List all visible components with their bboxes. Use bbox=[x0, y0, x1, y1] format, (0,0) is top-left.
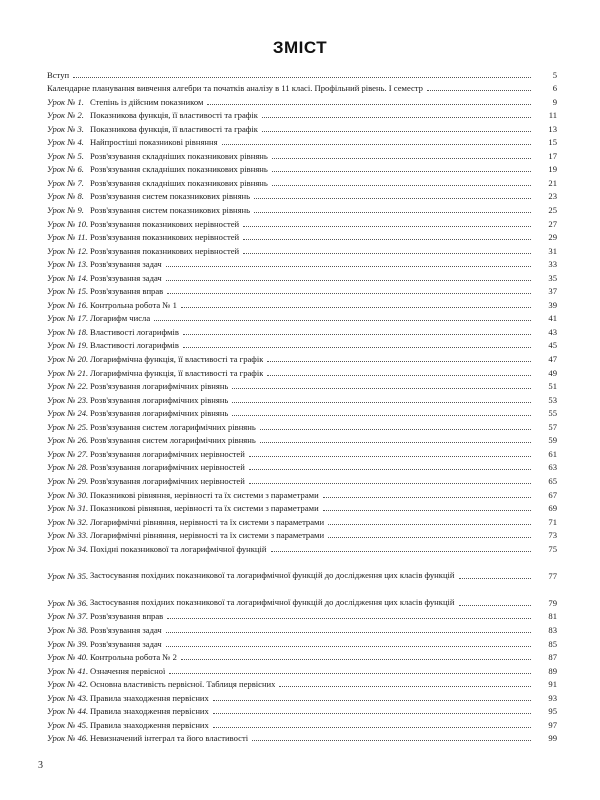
lesson-number: Урок № 43. bbox=[47, 692, 89, 703]
dot-leader bbox=[328, 523, 531, 525]
entry-title: Показникова функція, її властивості та графік bbox=[90, 110, 258, 121]
toc-lesson-entry[interactable] bbox=[47, 418, 557, 432]
dot-leader bbox=[249, 468, 531, 470]
entry-title: Основна властивість первісної. Таблиця первісних bbox=[90, 679, 276, 690]
dot-leader bbox=[328, 536, 531, 538]
lesson-number: Урок № 5. bbox=[47, 150, 84, 161]
lesson-number: Урок № 41. bbox=[47, 665, 89, 676]
entry-title: Невизначений інтеграл та його властивості bbox=[90, 733, 249, 744]
dot-leader bbox=[459, 577, 531, 579]
entry-title: Показникова функція, її властивості та графік bbox=[90, 123, 258, 134]
entry-title: Контрольна робота № 1 bbox=[90, 299, 177, 310]
dot-leader bbox=[222, 143, 531, 145]
toc-lesson-entry[interactable] bbox=[47, 93, 557, 107]
lesson-number: Урок № 33. bbox=[47, 530, 89, 541]
toc-lesson-entry[interactable] bbox=[47, 662, 557, 676]
lesson-number: Урок № 21. bbox=[47, 367, 89, 378]
dot-leader bbox=[232, 414, 531, 416]
toc-lesson-entry[interactable] bbox=[47, 120, 557, 134]
entry-title: Розв'язування показникових нерівностей bbox=[90, 232, 240, 243]
dot-leader bbox=[323, 509, 531, 511]
entry-page-number: 69 bbox=[548, 503, 557, 514]
entry-page-number: 43 bbox=[548, 326, 557, 337]
entry-page-number: 65 bbox=[548, 475, 557, 486]
dot-leader bbox=[262, 116, 531, 118]
toc-lesson-entry[interactable] bbox=[47, 445, 557, 459]
toc-lesson-entry[interactable] bbox=[47, 676, 557, 690]
entry-title: Найпростіші показникові рівняння bbox=[90, 137, 218, 148]
lesson-number: Урок № 1. bbox=[47, 96, 84, 107]
entry-page-number: 99 bbox=[548, 733, 557, 744]
toc-lesson-entry[interactable] bbox=[47, 107, 557, 121]
toc-lesson-entry[interactable] bbox=[47, 432, 557, 446]
dot-leader bbox=[181, 306, 531, 308]
lesson-number: Урок № 18. bbox=[47, 326, 89, 337]
dot-leader bbox=[207, 103, 531, 105]
dot-leader bbox=[183, 346, 531, 348]
lesson-number: Урок № 37. bbox=[47, 611, 89, 622]
lesson-number: Урок № 38. bbox=[47, 624, 89, 635]
dot-leader bbox=[323, 496, 531, 498]
toc-lesson-entry[interactable] bbox=[47, 540, 557, 554]
entry-page-number: 11 bbox=[548, 110, 557, 121]
page-number: 3 bbox=[38, 760, 43, 771]
toc-lesson-entry[interactable] bbox=[47, 486, 557, 500]
dot-leader bbox=[166, 645, 531, 647]
lesson-number: Урок № 19. bbox=[47, 340, 89, 351]
entry-page-number: 61 bbox=[548, 448, 557, 459]
entry-title: Розв'язування складніших показникових рівнянь bbox=[90, 164, 268, 175]
dot-leader bbox=[73, 76, 531, 78]
entry-page-number: 37 bbox=[548, 286, 557, 297]
dot-leader bbox=[272, 184, 531, 186]
entry-title: Розв'язування логарифмічних нерівностей bbox=[90, 475, 245, 486]
toc-lesson-entry[interactable] bbox=[47, 161, 557, 175]
toc-lesson-entry[interactable] bbox=[47, 608, 557, 622]
entry-title: Логарифмічні рівняння, нерівності та їх системи з параметрами bbox=[90, 530, 325, 541]
entry-title: Календарне планування вивчення алгебри та початків аналізу в 11 класі. Профільний рівень. І семестр bbox=[47, 83, 423, 94]
entry-title: Правила знаходження первісних bbox=[90, 706, 209, 717]
entry-page-number: 91 bbox=[548, 679, 557, 690]
entry-page-number: 33 bbox=[548, 259, 557, 270]
dot-leader bbox=[232, 401, 531, 403]
lesson-number: Урок № 16. bbox=[47, 299, 89, 310]
entry-page-number: 25 bbox=[548, 205, 557, 216]
toc-lesson-entry[interactable] bbox=[47, 527, 557, 541]
toc-lesson-entry[interactable] bbox=[47, 621, 557, 635]
entry-title: Розв'язування задач bbox=[90, 259, 162, 270]
entry-page-number: 71 bbox=[548, 516, 557, 527]
entry-title: Розв'язування логарифмічних нерівностей bbox=[90, 448, 245, 459]
entry-page-number: 19 bbox=[548, 164, 557, 175]
dot-leader bbox=[267, 374, 531, 376]
lesson-number: Урок № 17. bbox=[47, 313, 89, 324]
entry-page-number: 53 bbox=[548, 394, 557, 405]
entry-page-number: 47 bbox=[548, 354, 557, 365]
lesson-number: Урок № 20. bbox=[47, 354, 89, 365]
toc-lesson-entry[interactable] bbox=[47, 716, 557, 730]
entry-title: Логарифмічна функція, її властивості та графік bbox=[90, 367, 264, 378]
entry-page-number: 73 bbox=[548, 530, 557, 541]
entry-page-number: 57 bbox=[548, 421, 557, 432]
lesson-number: Урок № 4. bbox=[47, 137, 84, 148]
entry-title: Застосування похідних показникової та логарифмічної функцій до дослідження цих класів функцій bbox=[90, 596, 455, 607]
entry-title: Розв'язування логарифмічних нерівностей bbox=[90, 462, 245, 473]
lesson-number: Урок № 25. bbox=[47, 421, 89, 432]
lesson-number: Урок № 14. bbox=[47, 272, 89, 283]
lesson-number: Урок № 10. bbox=[47, 218, 89, 229]
lesson-number: Урок № 9. bbox=[47, 205, 84, 216]
dot-leader bbox=[154, 319, 531, 321]
toc-lesson-entry[interactable] bbox=[47, 730, 557, 744]
dot-leader bbox=[271, 550, 532, 552]
dot-leader bbox=[427, 89, 531, 91]
entry-title: Розв'язування показникових нерівностей bbox=[90, 245, 240, 256]
toc-lesson-entry[interactable] bbox=[47, 283, 557, 297]
entry-title: Логарифмічні рівняння, нерівності та їх системи з параметрами bbox=[90, 516, 325, 527]
entry-page-number: 35 bbox=[548, 272, 557, 283]
entry-title: Розв'язування задач bbox=[90, 624, 162, 635]
entry-title: Правила знаходження первісних bbox=[90, 719, 209, 730]
toc-lesson-entry[interactable] bbox=[47, 378, 557, 392]
lesson-number: Урок № 45. bbox=[47, 719, 89, 730]
lesson-number: Урок № 11. bbox=[47, 232, 88, 243]
entry-page-number: 75 bbox=[548, 543, 557, 554]
entry-title: Застосування похідних показникової та логарифмічної функцій до дослідження цих класів функцій bbox=[90, 569, 455, 580]
dot-leader bbox=[262, 130, 531, 132]
entry-page-number: 45 bbox=[548, 340, 557, 351]
lesson-number: Урок № 7. bbox=[47, 177, 84, 188]
toc-lesson-entry[interactable] bbox=[47, 581, 557, 608]
entry-page-number: 83 bbox=[548, 624, 557, 635]
toc-lesson-entry[interactable] bbox=[47, 147, 557, 161]
entry-title: Розв'язування логарифмічних рівнянь bbox=[90, 381, 229, 392]
entry-title: Розв'язування логарифмічних рівнянь bbox=[90, 408, 229, 419]
entry-title: Розв'язування систем показникових рівнянь bbox=[90, 191, 251, 202]
dot-leader bbox=[279, 685, 531, 687]
entry-title: Розв'язування вправ bbox=[90, 286, 164, 297]
entry-title: Розв'язування задач bbox=[90, 638, 162, 649]
dot-leader bbox=[166, 265, 531, 267]
lesson-number: Урок № 27. bbox=[47, 448, 89, 459]
lesson-number: Урок № 6. bbox=[47, 164, 84, 175]
toc-lesson-entry[interactable] bbox=[47, 215, 557, 229]
toc-lesson-entry[interactable] bbox=[47, 296, 557, 310]
lesson-number: Урок № 42. bbox=[47, 679, 89, 690]
entry-page-number: 93 bbox=[548, 692, 557, 703]
entry-page-number: 59 bbox=[548, 435, 557, 446]
entry-title: Показникові рівняння, нерівності та їх системи з параметрами bbox=[90, 503, 319, 514]
toc-lesson-entry[interactable] bbox=[47, 391, 557, 405]
dot-leader bbox=[213, 726, 531, 728]
entry-page-number: 79 bbox=[548, 597, 557, 608]
dot-leader bbox=[232, 387, 531, 389]
toc-lesson-entry[interactable] bbox=[47, 229, 557, 243]
lesson-number: Урок № 30. bbox=[47, 489, 89, 500]
toc-lesson-entry[interactable] bbox=[47, 649, 557, 663]
dot-leader bbox=[254, 211, 531, 213]
toc-lesson-entry[interactable] bbox=[47, 500, 557, 514]
dot-leader bbox=[459, 604, 531, 606]
toc-lesson-entry[interactable] bbox=[47, 364, 557, 378]
lesson-number: Урок № 44. bbox=[47, 706, 89, 717]
lesson-number: Урок № 15. bbox=[47, 286, 89, 297]
dot-leader bbox=[272, 157, 531, 159]
entry-title: Властивості логарифмів bbox=[90, 340, 179, 351]
toc-lesson-entry[interactable] bbox=[47, 405, 557, 419]
entry-title: Розв'язування систем показникових рівнянь bbox=[90, 205, 251, 216]
dot-leader bbox=[260, 428, 531, 430]
entry-page-number: 29 bbox=[548, 232, 557, 243]
dot-leader bbox=[254, 197, 531, 199]
lesson-number: Урок № 29. bbox=[47, 475, 89, 486]
toc-lesson-entry[interactable] bbox=[47, 269, 557, 283]
lesson-number: Урок № 22. bbox=[47, 381, 89, 392]
entry-title: Контрольна робота № 2 bbox=[90, 652, 177, 663]
lesson-number: Урок № 31. bbox=[47, 503, 89, 514]
dot-leader bbox=[169, 672, 531, 674]
dot-leader bbox=[260, 441, 531, 443]
lesson-number: Урок № 35. bbox=[47, 570, 89, 581]
lesson-number: Урок № 2. bbox=[47, 110, 84, 121]
dot-leader bbox=[272, 170, 531, 172]
toc-lesson-entry[interactable] bbox=[47, 689, 557, 703]
entry-page-number: 21 bbox=[548, 177, 557, 188]
toc-intro-entry[interactable] bbox=[47, 66, 557, 80]
entry-title: Розв'язування показникових нерівностей bbox=[90, 218, 240, 229]
dot-leader bbox=[243, 238, 531, 240]
toc-lesson-entry[interactable] bbox=[47, 323, 557, 337]
lesson-number: Урок № 39. bbox=[47, 638, 89, 649]
toc-lesson-entry[interactable] bbox=[47, 310, 557, 324]
entry-page-number: 27 bbox=[548, 218, 557, 229]
entry-page-number: 77 bbox=[548, 570, 557, 581]
entry-page-number: 89 bbox=[548, 665, 557, 676]
lesson-number: Урок № 12. bbox=[47, 245, 89, 256]
toc-lesson-entry[interactable] bbox=[47, 472, 557, 486]
entry-page-number: 23 bbox=[548, 191, 557, 202]
entry-page-number: 97 bbox=[548, 719, 557, 730]
lesson-number: Урок № 24. bbox=[47, 408, 89, 419]
toc-lesson-entry[interactable] bbox=[47, 703, 557, 717]
entry-page-number: 87 bbox=[548, 652, 557, 663]
entry-title: Логарифмічна функція, її властивості та графік bbox=[90, 354, 264, 365]
entry-page-number: 39 bbox=[548, 299, 557, 310]
lesson-number: Урок № 23. bbox=[47, 394, 89, 405]
entry-title: Степінь із дійсним показником bbox=[90, 96, 204, 107]
lesson-number: Урок № 8. bbox=[47, 191, 84, 202]
entry-title: Розв'язування складніших показникових рівнянь bbox=[90, 150, 268, 161]
lesson-number: Урок № 32. bbox=[47, 516, 89, 527]
dot-leader bbox=[167, 617, 531, 619]
entry-title: Логарифм числа bbox=[90, 313, 151, 324]
entry-page-number: 95 bbox=[548, 706, 557, 717]
lesson-number: Урок № 13. bbox=[47, 259, 89, 270]
lesson-number: Урок № 28. bbox=[47, 462, 89, 473]
entry-page-number: 31 bbox=[548, 245, 557, 256]
toc-lesson-entry[interactable] bbox=[47, 513, 557, 527]
dot-leader bbox=[249, 455, 531, 457]
lesson-number: Урок № 3. bbox=[47, 123, 84, 134]
lesson-number: Урок № 34. bbox=[47, 543, 89, 554]
entry-title: Розв'язування вправ bbox=[90, 611, 164, 622]
dot-leader bbox=[243, 225, 531, 227]
entry-page-number: 15 bbox=[548, 137, 557, 148]
toc-lesson-entry[interactable] bbox=[47, 134, 557, 148]
lesson-number: Урок № 36. bbox=[47, 597, 89, 608]
entry-page-number: 9 bbox=[552, 96, 557, 107]
entry-page-number: 51 bbox=[548, 381, 557, 392]
lesson-number: Урок № 40. bbox=[47, 652, 89, 663]
page-title: ЗМІСТ bbox=[272, 38, 328, 57]
dot-leader bbox=[252, 739, 531, 741]
entry-page-number: 67 bbox=[548, 489, 557, 500]
entry-title: Розв'язування систем логарифмічних рівнянь bbox=[90, 435, 256, 446]
dot-leader bbox=[183, 333, 531, 335]
toc-intro-entry[interactable] bbox=[47, 80, 557, 94]
entry-page-number: 13 bbox=[548, 123, 557, 134]
entry-page-number: 41 bbox=[548, 313, 557, 324]
entry-page-number: 5 bbox=[552, 69, 557, 80]
toc-lesson-entry[interactable] bbox=[47, 242, 557, 256]
entry-title: Розв'язування логарифмічних рівнянь bbox=[90, 394, 229, 405]
entry-title: Означення первісної bbox=[90, 665, 166, 676]
entry-page-number: 17 bbox=[548, 150, 557, 161]
entry-page-number: 81 bbox=[548, 611, 557, 622]
toc-lesson-entry[interactable] bbox=[47, 337, 557, 351]
entry-page-number: 55 bbox=[548, 408, 557, 419]
toc-lesson-entry[interactable] bbox=[47, 256, 557, 270]
toc-lesson-entry[interactable] bbox=[47, 188, 557, 202]
table-of-contents bbox=[47, 66, 557, 743]
dot-leader bbox=[213, 699, 531, 701]
entry-title: Правила знаходження первісних bbox=[90, 692, 209, 703]
dot-leader bbox=[181, 658, 531, 660]
entry-title: Вступ bbox=[47, 69, 70, 80]
dot-leader bbox=[267, 360, 531, 362]
entry-title: Розв'язування складніших показникових рівнянь bbox=[90, 177, 268, 188]
entry-page-number: 49 bbox=[548, 367, 557, 378]
entry-page-number: 6 bbox=[552, 83, 557, 94]
toc-lesson-entry[interactable] bbox=[47, 554, 557, 581]
dot-leader bbox=[167, 292, 531, 294]
entry-page-number: 63 bbox=[548, 462, 557, 473]
toc-lesson-entry[interactable] bbox=[47, 174, 557, 188]
toc-lesson-entry[interactable] bbox=[47, 350, 557, 364]
dot-leader bbox=[213, 712, 531, 714]
entry-title: Показникові рівняння, нерівності та їх системи з параметрами bbox=[90, 489, 319, 500]
entry-title: Розв'язування систем логарифмічних рівнянь bbox=[90, 421, 256, 432]
toc-lesson-entry[interactable] bbox=[47, 459, 557, 473]
dot-leader bbox=[249, 482, 531, 484]
lesson-number: Урок № 46. bbox=[47, 733, 89, 744]
entry-title: Похідні показникової та логарифмічної функцій bbox=[90, 543, 267, 554]
entry-title: Властивості логарифмів bbox=[90, 326, 179, 337]
toc-lesson-entry[interactable] bbox=[47, 635, 557, 649]
dot-leader bbox=[166, 631, 531, 633]
dot-leader bbox=[166, 279, 531, 281]
dot-leader bbox=[243, 252, 531, 254]
entry-page-number: 85 bbox=[548, 638, 557, 649]
lesson-number: Урок № 26. bbox=[47, 435, 89, 446]
toc-lesson-entry[interactable] bbox=[47, 201, 557, 215]
entry-title: Розв'язування задач bbox=[90, 272, 162, 283]
